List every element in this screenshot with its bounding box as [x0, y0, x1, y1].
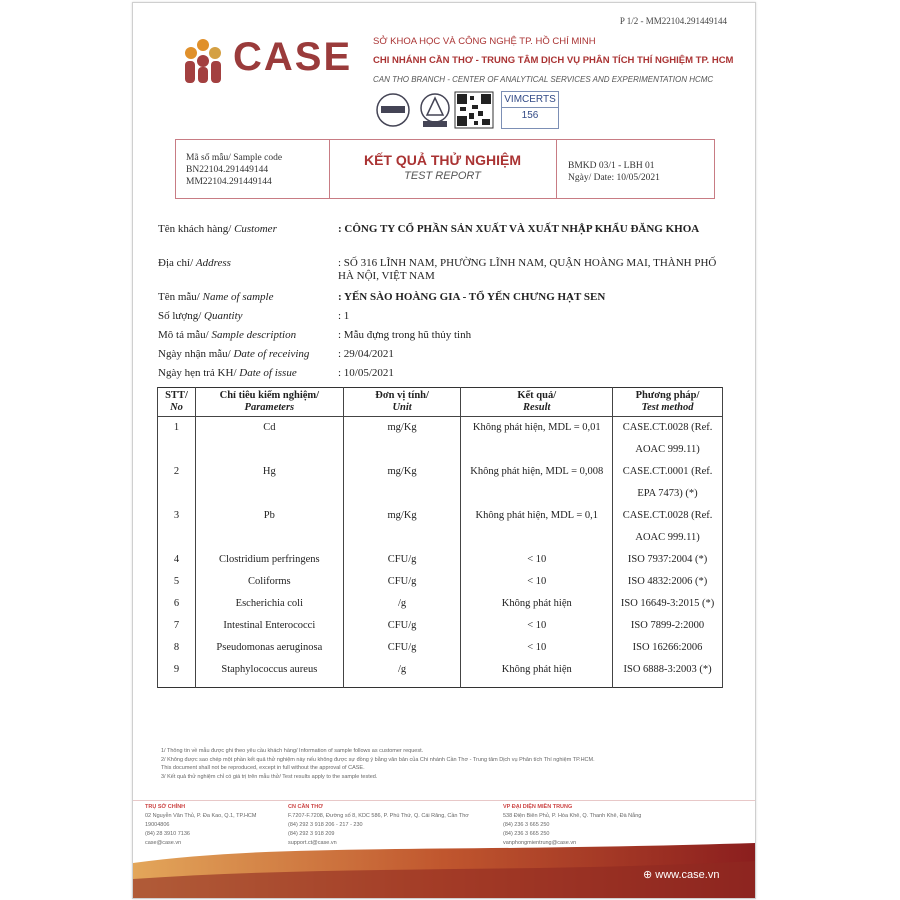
sample-code-block: Mã số mẫu/ Sample code BN22104.291449144 MM22104.291449144	[186, 153, 283, 187]
boa-seal-icon	[418, 91, 452, 129]
footer-head-office: TRỤ SỞ CHÍNH 02 Nguyễn Văn Thủ, P. Đa Kao, Q.1, TP.HCM 19004806 (84) 28 3910 7136 case@case.vn	[145, 804, 257, 846]
row-method: ISO 6888-3:2003 (*)	[613, 659, 723, 688]
row-no: 5	[158, 571, 196, 593]
table-row	[158, 505, 723, 549]
table-header-row	[158, 388, 723, 417]
qr-code-icon	[454, 91, 494, 129]
table-row	[158, 417, 723, 462]
row-unit: /g	[343, 659, 461, 688]
row-unit: mg/Kg	[343, 417, 461, 462]
row-no: 7	[158, 615, 196, 637]
row-unit: CFU/g	[343, 637, 461, 659]
results-table	[157, 387, 723, 688]
row-parameter: Staphylococcus aureus	[195, 659, 343, 688]
row-method: CASE.CT.0028 (Ref. AOAC 999.11)	[613, 417, 723, 462]
row-no: 2	[158, 461, 196, 505]
row-method: ISO 4832:2006 (*)	[613, 571, 723, 593]
page-code: P 1/2 - MM22104.291449144	[619, 16, 727, 26]
row-no: 9	[158, 659, 196, 688]
row-result: < 10	[461, 615, 613, 637]
table-row	[158, 461, 723, 505]
table-row	[158, 549, 723, 571]
table-row	[158, 637, 723, 659]
row-method: CASE.CT.0001 (Ref. EPA 7473) (*)	[613, 461, 723, 505]
header-line-3: CAN THO BRANCH - CENTER OF ANALYTICAL SERVICES AND EXPERIMENTATION HCMC	[373, 75, 714, 84]
footer-cantho-branch: CN CẦN THƠ F.7207-F.7208, Đường số 8, KDC 586, P. Phú Thứ, Q. Cái Răng, Cần Thơ (84) 292 3 918 206 - 217 - 230 (84) 292 3 918 209 support.ct@case.vn	[288, 804, 469, 846]
report-page: P 1/2 - MM22104.291449144 CASE SỞ KHOA HỌC VÀ CÔNG NGHỆ TP. HỒ CHÍ MINH CHI NHÁNH CẦN THƠ - TRUNG TÂM DỊCH VỤ PHÂN TÍCH THÍ NGHIỆM TP. HCM CAN THO BRANCH - CENTER OF ANALYTICAL SERVICES AND EXPERIMENTATION HCMC VIMCERTS 156 Mã số mẫu/ Sample code BN22104.291449144 MM22104.291449144 KẾT QUẢ THỬ NGHIỆM TEST REPORT BMKD 03/1 - LBH 01 Ngày/ Date: 10/05/2021 Tên khách hàng/ Customer : CÔNG TY CỔ PHẦN SẢN XUẤT VÀ XUẤT NHẬP KHẨU ĐĂNG KHOA Địa chỉ/ Address : SỐ 316 LĨNH NAM, PHƯỜNG LĨNH NAM, QUẬN HOÀNG MAI, THÀNH PHỐ HÀ NỘI, VIỆT NAM Tên mẫu/ Name of sample : YẾN SÀO HOÀNG GIA - TỔ YẾN CHƯNG HẠT SEN Số lượng/ Quantity : 1 Mô tả mẫu/ Sample description : Mẫu đựng trong hũ thủy tinh Ngày nhận mẫu/ Date of receiving : 29/04/2021 Ngày hẹn trả KH/ Date of issue : 10/05/2021 STT/ No Chỉ tiêu kiểm nghiệm/ Parameters Đơn vị tính/ Unit Kết quả/ Result Phương pháp/ Test method 1 Cd mg/Kg Không phát hiện, MDL = 0,01 CASE.CT.0028 (Ref. AOAC 999.11) 2 Hg mg/Kg Không phát hiện, MDL = 0,008 CASE.CT.0001 (Ref. EPA 7473) (*) 3 Pb mg/Kg Không phát hiện, MDL = 0,1 CASE.CT.0028 (Ref. AOAC 999.11) 4 Clostridium perfringens CFU/g < 10 ISO 7937:2004 (*) 5 Coliforms CFU/g < 10 ISO 4832:2006 (*) 6 Escherichia coli /g Không phát hiện ISO 16649-3:2015 (*) 7 Intestinal Enterococci CFU/g < 10 ISO 7899-2:2000 8 Pseudomonas aeruginosa CFU/g < 10 ISO 16266:2006 9 Staphylococcus aureus /g Không phát hiện ISO 6888-3:2003 (*) 1/ Thông tin về mẫu được ghi theo yêu cầu khách hàng/ Information of sample follows as customer request. 2/ Không được sao chép một phần kết quả thử nghiệm này nếu không được sự đồng ý bằng văn bản của Chi nhánh Cần Thơ - Trung tâm Dịch vụ Phân tích Thí nghiệm TP.HCM. This document shall not be reproduced, except in full without the approval of CASE. 3/ Kết quả thử nghiệm chỉ có giá trị trên mẫu thử/ Test results apply to the sample tested. TRỤ SỞ CHÍNH 02 Nguyễn Văn Thủ, P. Đa Kao, Q.1, TP.HCM 19004806 (84) 28 3910 7136 case@case.vn CN CẦN THƠ F.7207-F.7208, Đường số 8, KDC 586, P. Phú Thứ, Q. Cái Răng, Cần Thơ (84) 292 3 918 206 - 217 - 230 (84) 292 3 918 209 support.ct@case.vn VP ĐẠI DIỆN MIỀN TRUNG 538 Điện Biên Phủ, P. Hòa Khê, Q. Thanh Khê, Đà Nẵng (84) 236 3 665 250 (84) 236 3 665 250 vanphongmientrung@case.vn ⊕ www.case.vn	[132, 2, 756, 899]
report-header-box	[175, 139, 715, 199]
row-unit: mg/Kg	[343, 505, 461, 549]
table-row	[158, 571, 723, 593]
row-unit: CFU/g	[343, 549, 461, 571]
row-result: Không phát hiện, MDL = 0,1	[461, 505, 613, 549]
row-parameter: Clostridium perfringens	[195, 549, 343, 571]
row-no: 8	[158, 637, 196, 659]
row-parameter: Coliforms	[195, 571, 343, 593]
row-method: ISO 16649-3:2015 (*)	[613, 593, 723, 615]
row-no: 3	[158, 505, 196, 549]
row-method: ISO 16266:2006	[613, 637, 723, 659]
row-parameter: Cd	[195, 417, 343, 462]
row-parameter: Intestinal Enterococci	[195, 615, 343, 637]
row-unit: CFU/g	[343, 615, 461, 637]
table-row	[158, 593, 723, 615]
brand-name: CASE	[233, 35, 353, 79]
row-result: Không phát hiện, MDL = 0,01	[461, 417, 613, 462]
row-result: Không phát hiện, MDL = 0,008	[461, 461, 613, 505]
footer-central-office: VP ĐẠI DIỆN MIỀN TRUNG 538 Điện Biên Phủ, P. Hòa Khê, Q. Thanh Khê, Đà Nẵng (84) 236 3 665 250 (84) 236 3 665 250 vanphongmientrung@case.vn	[503, 804, 642, 846]
table-row	[158, 615, 723, 637]
row-parameter: Pb	[195, 505, 343, 549]
form-code-block: BMKD 03/1 - LBH 01 Ngày/ Date: 10/05/2021	[568, 161, 660, 183]
footnotes: 1/ Thông tin về mẫu được ghi theo yêu cầu khách hàng/ Information of sample follows as customer request. 2/ Không được sao chép một phần kết quả thử nghiệm này nếu không được sự đồng ý bằng văn bản của Chi nhánh Cần Thơ - Trung tâm Dịch vụ Phân tích Thí nghiệm TP.HCM. This document shall not be reproduced, except in full without the approval of CASE. 3/ Kết quả thử nghiệm chỉ có giá trị trên mẫu thử/ Test results apply to the sample tested.	[161, 748, 595, 780]
row-method: CASE.CT.0028 (Ref. AOAC 999.11)	[613, 505, 723, 549]
row-method: ISO 7937:2004 (*)	[613, 549, 723, 571]
row-unit: CFU/g	[343, 571, 461, 593]
header-method: Phương pháp/ Test method	[613, 388, 723, 417]
header-no: STT/ No	[158, 388, 196, 417]
row-result: < 10	[461, 549, 613, 571]
table-row	[158, 659, 723, 688]
report-title: KẾT QUẢ THỬ NGHIỆM TEST REPORT	[363, 152, 522, 182]
row-method: ISO 7899-2:2000	[613, 615, 723, 637]
ilac-mra-icon	[375, 91, 411, 129]
header-line-2: CHI NHÁNH CẦN THƠ - TRUNG TÂM DỊCH VỤ PHÂN TÍCH THÍ NGHIỆM TP. HCM	[373, 55, 734, 66]
row-result: Không phát hiện	[461, 659, 613, 688]
row-result: Không phát hiện	[461, 593, 613, 615]
header-result: Kết quả/ Result	[461, 388, 613, 417]
row-no: 4	[158, 549, 196, 571]
row-result: < 10	[461, 571, 613, 593]
row-no: 1	[158, 417, 196, 462]
header-unit: Đơn vị tính/ Unit	[343, 388, 461, 417]
header-line-1: SỞ KHOA HỌC VÀ CÔNG NGHỆ TP. HỒ CHÍ MINH	[373, 36, 596, 47]
vimcerts-badge: VIMCERTS 156	[501, 91, 559, 129]
website-link[interactable]: ⊕ www.case.vn	[643, 869, 720, 881]
row-unit: /g	[343, 593, 461, 615]
header-parameters: Chỉ tiêu kiểm nghiệm/ Parameters	[195, 388, 343, 417]
row-parameter: Hg	[195, 461, 343, 505]
row-parameter: Pseudomonas aeruginosa	[195, 637, 343, 659]
row-no: 6	[158, 593, 196, 615]
row-unit: mg/Kg	[343, 461, 461, 505]
row-parameter: Escherichia coli	[195, 593, 343, 615]
row-result: < 10	[461, 637, 613, 659]
